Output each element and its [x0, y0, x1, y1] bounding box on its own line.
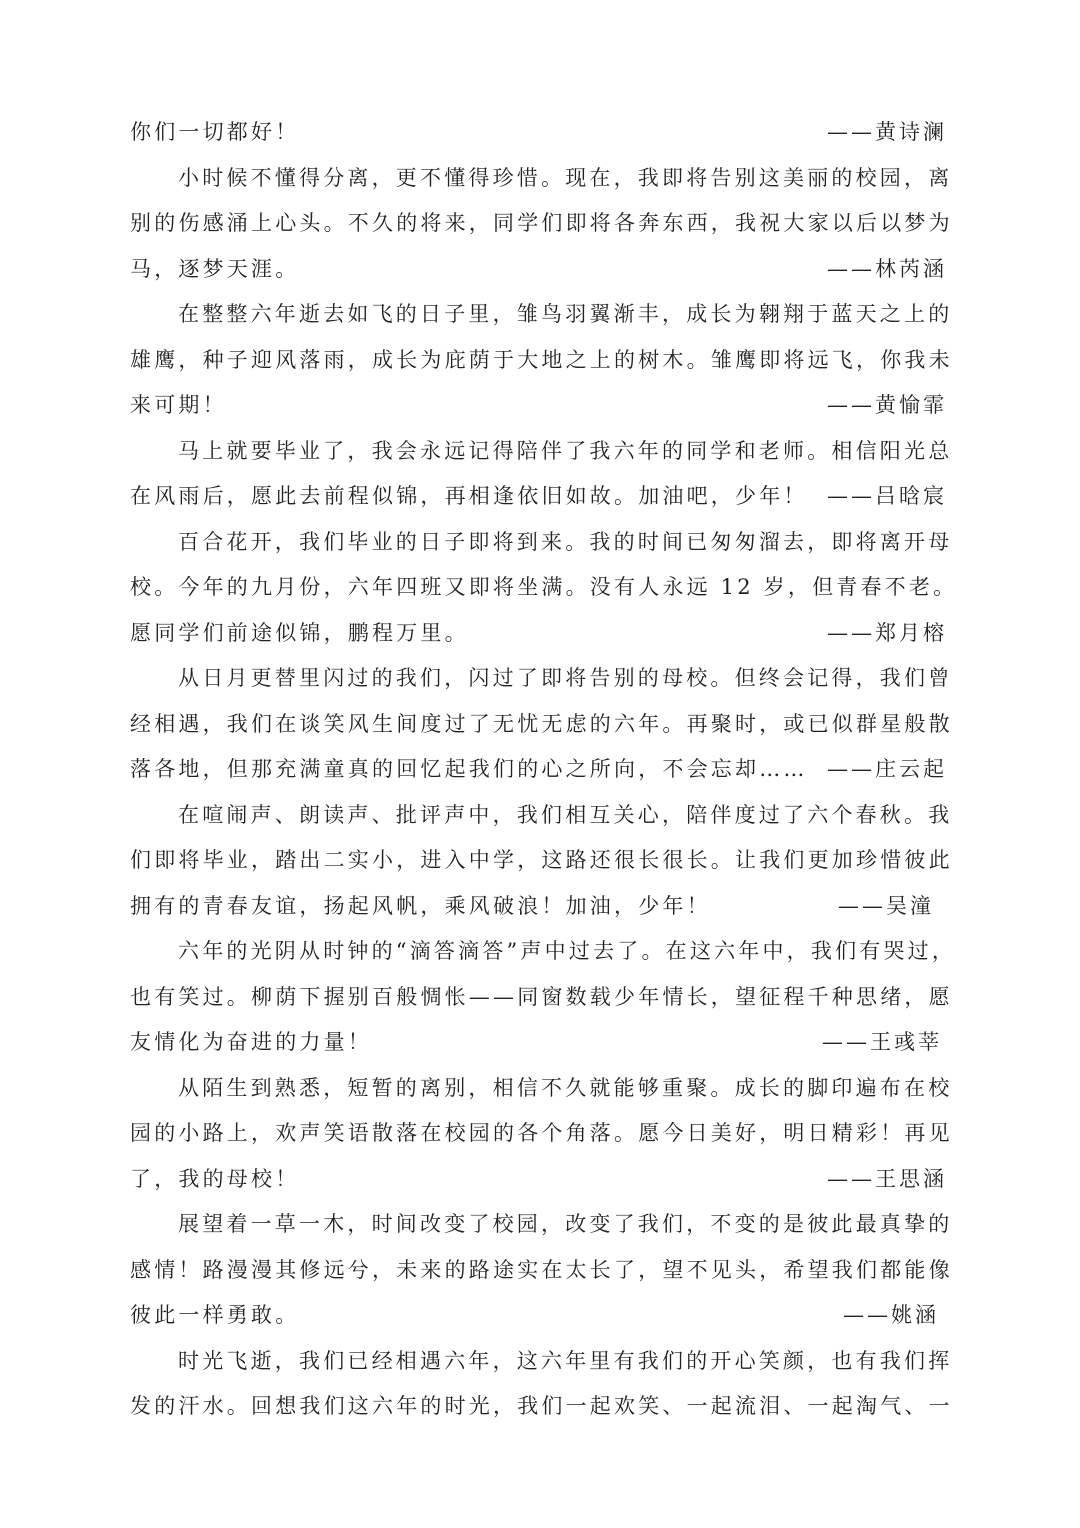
text-line: 在整整六年逝去如飞的日子里，雏鸟羽翼渐丰，成长为翱翔于蓝天之上的	[178, 302, 953, 326]
text-line: 百合花开，我们毕业的日子即将到来。我的时间已匆匆溜去，即将离开母	[178, 529, 953, 554]
text-line: 落各地，但那充满童真的回忆起我们的心之所向，不会忘却…… ——庄云起	[130, 747, 950, 793]
signature: ——庄云起	[827, 757, 947, 781]
signature: ——黄愉霏	[827, 393, 947, 417]
text-line: 从陌生到熟悉，短暂的离别，相信不久就能够重聚。成长的脚印遍布在校	[178, 1075, 953, 1100]
signature: ——王思涵	[827, 1166, 947, 1191]
text-line: 你们一切都好！ ——黄诗澜	[130, 110, 950, 156]
text-line: 感情！路漫漫其修远兮，未来的路途实在太长了，望不见头，希望我们都能像	[130, 1257, 953, 1282]
signature: ——姚涵	[843, 1303, 939, 1327]
signature: ——黄诗澜	[827, 120, 947, 144]
text-line: 园的小路上，欢声笑语散落在校园的各个角落。愿今日美好，明日精彩！再见	[130, 1121, 953, 1145]
signature: ——郑月榕	[827, 620, 947, 645]
text-line: 友情化为奋进的力量！ ——王彧莘	[130, 1020, 950, 1066]
text-line: 发的汗水。回想我们这六年的时光，我们一起欢笑、一起流泪、一起淘气、一	[130, 1394, 953, 1418]
text-line: 六年的光阴从时钟的“滴答滴答”声中过去了。在这六年中，我们有哭过，	[178, 939, 957, 963]
text-line: 展望着一草一木，时间改变了校园，改变了我们，不变的是彼此最真挚的	[178, 1212, 953, 1236]
text-line: 雄鹰，种子迎风落雨，成长为庇荫于大地之上的树木。雏鹰即将远飞，你我未	[130, 347, 953, 372]
text-line: 校。今年的九月份，六年四班又即将坐满。没有人永远 12 岁，但青春不老。	[130, 575, 958, 599]
text-line: 在风雨后，愿此去前程似锦，再相逢依旧如故。加油吧，少年！ ——吕晗宸	[130, 474, 950, 520]
text-line: 经相遇，我们在谈笑风生间度过了无忧无虑的六年。再聚时，或已似群星般散	[130, 711, 953, 736]
text-line: 来可期！ ——黄愉霏	[130, 383, 950, 429]
text-line: 了，我的母校！ ——王思涵	[130, 1157, 950, 1203]
message-text	[130, 110, 958, 1430]
signature: ——王彧莘	[822, 1030, 942, 1054]
text-line: 别的伤感涌上心头。不久的将来，同学们即将各奔东西，我祝大家以后以梦为	[130, 211, 953, 235]
text-line: 在喧闹声、朗读声、批评声中，我们相互关心，陪伴度过了六个春秋。我	[178, 802, 953, 827]
text-line: 马上就要毕业了，我会永远记得陪伴了我六年的同学和老师。相信阳光总	[178, 438, 953, 463]
text-line: 马，逐梦天涯。 ——林芮涵	[130, 247, 950, 293]
text-line: 时光飞逝，我们已经相遇六年，这六年里有我们的开心笑颜，也有我们挥	[178, 1348, 953, 1373]
signature: ——吕晗宸	[827, 484, 947, 508]
text-line: 彼此一样勇敢。 ——姚涵	[130, 1293, 950, 1339]
text-line: 小时候不懂得分离，更不懂得珍惜。现在，我即将告别这美丽的校园，离	[178, 165, 953, 190]
text-line: 也有笑过。柳荫下握别百般惆怅——同窗数载少年情长，望征程千种思绪，愿	[130, 984, 953, 1009]
text-line: 拥有的青春友谊，扬起风帆，乘风破浪！加油，少年！ ——吴潼	[130, 884, 950, 930]
signature: ——吴潼	[838, 893, 934, 918]
text-line: 们即将毕业，踏出二实小，进入中学，这路还很长很长。让我们更加珍惜彼此	[130, 848, 953, 872]
signature: ——林芮涵	[827, 256, 947, 281]
text-line: 愿同学们前途似锦，鹏程万里。 ——郑月榕	[130, 611, 950, 657]
text-line: 从日月更替里闪过的我们，闪过了即将告别的母校。但终会记得，我们曾	[178, 666, 953, 690]
